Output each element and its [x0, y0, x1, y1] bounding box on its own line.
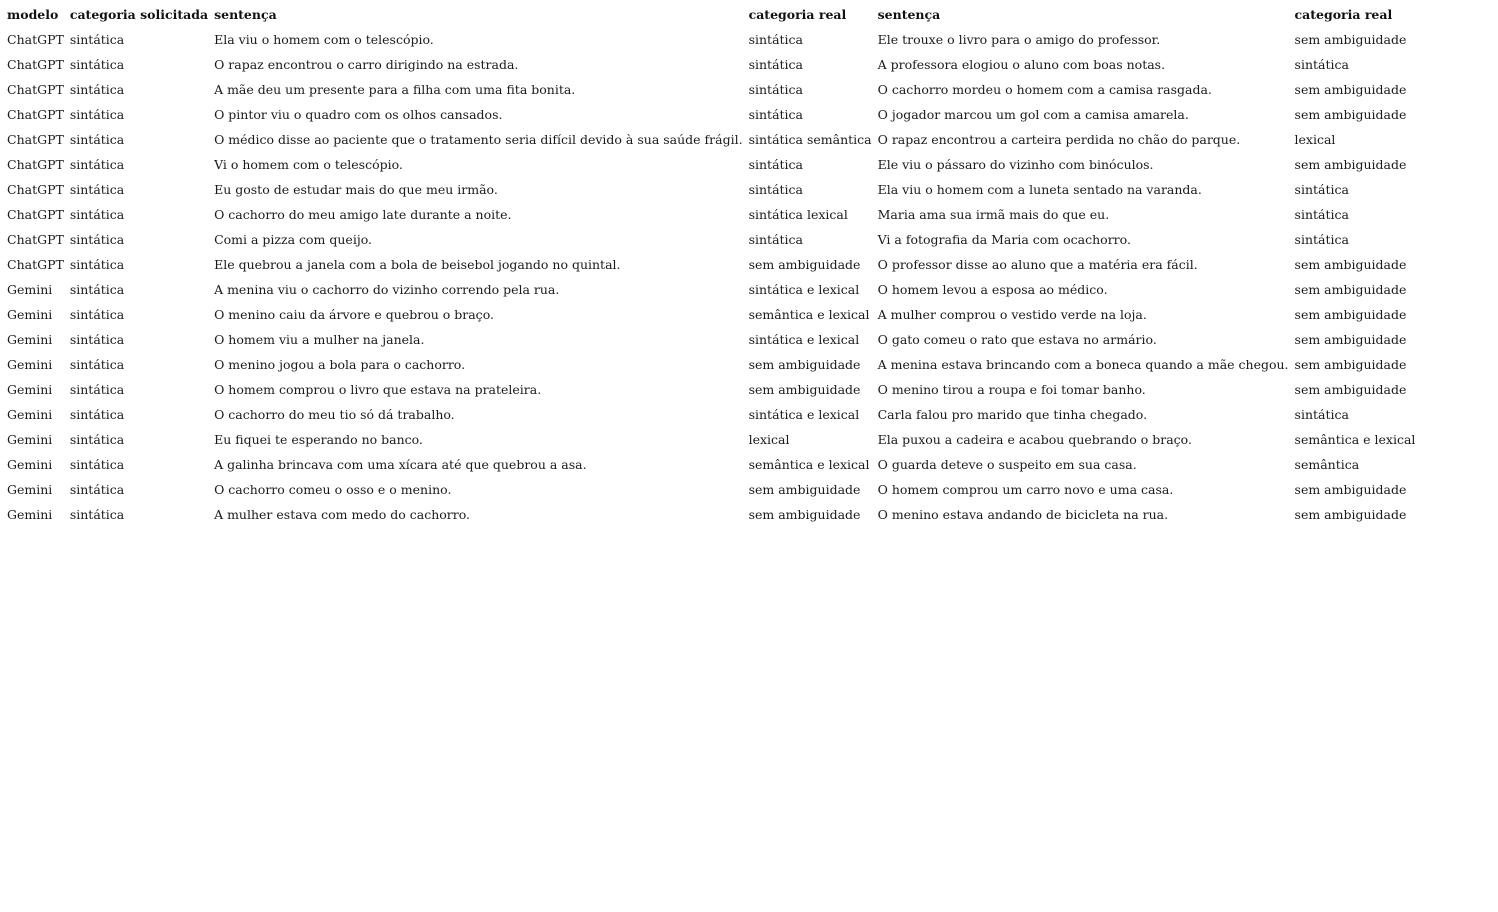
- cell-sentenca-2: O rapaz encontrou a carteira perdida no chão do parque.: [877, 132, 1241, 147]
- cell-sentenca-2: O cachorro mordeu o homem com a camisa rasgada.: [877, 82, 1212, 97]
- cell-categoria-solicitada: sintática: [69, 407, 125, 422]
- cell-modelo: ChatGPT: [7, 257, 64, 272]
- header-categoria-solicitada: categoria solicitada: [69, 7, 209, 22]
- cell-sentenca-1: O rapaz encontrou o carro dirigindo na estrada.: [214, 57, 519, 72]
- cell-sentenca-2: O menino tirou a roupa e foi tomar banho.: [877, 382, 1146, 397]
- cell-sentenca-2: O professor disse ao aluno que a matéria era fácil.: [877, 257, 1198, 272]
- cell-categoria-real-1: sintática: [748, 32, 803, 47]
- cell-modelo: Gemini: [7, 307, 53, 322]
- header-sentenca-2: sentença: [877, 7, 941, 22]
- header-row: [4, 5, 1418, 30]
- cell-categoria-real-2: sem ambiguidade: [1294, 382, 1407, 397]
- header-sentenca-1: sentença: [214, 7, 277, 22]
- table-row: [4, 455, 1418, 480]
- cell-categoria-solicitada: sintática: [69, 307, 125, 322]
- cell-categoria-real-2: sintática: [1294, 232, 1349, 247]
- table-row: [4, 305, 1418, 330]
- cell-modelo: Gemini: [7, 382, 53, 397]
- cell-modelo: ChatGPT: [7, 157, 64, 172]
- cell-sentenca-2: O guarda deteve o suspeito em sua casa.: [877, 457, 1137, 472]
- cell-categoria-real-1: sintática: [748, 157, 803, 172]
- cell-categoria-solicitada: sintática: [69, 32, 125, 47]
- cell-categoria-real-2: sem ambiguidade: [1294, 32, 1407, 47]
- cell-categoria-real-1: lexical: [748, 432, 790, 447]
- cell-modelo: Gemini: [7, 282, 53, 297]
- table-row: [4, 480, 1418, 505]
- cell-categoria-real-1: sem ambiguidade: [748, 507, 861, 522]
- cell-sentenca-2: O menino estava andando de bicicleta na rua.: [877, 507, 1169, 522]
- table-row: [4, 255, 1418, 280]
- cell-categoria-solicitada: sintática: [69, 432, 125, 447]
- cell-sentenca-1: Ela viu o homem com o telescópio.: [214, 32, 434, 47]
- table-row: [4, 80, 1418, 105]
- cell-categoria-solicitada: sintática: [69, 232, 125, 247]
- cell-categoria-solicitada: sintática: [69, 357, 125, 372]
- cell-categoria-real-1: sintática: [748, 107, 803, 122]
- cell-categoria-real-2: sem ambiguidade: [1294, 82, 1407, 97]
- table-row: [4, 330, 1418, 355]
- cell-sentenca-1: Ele quebrou a janela com a bola de beisebol jogando no quintal.: [214, 257, 621, 272]
- cell-sentenca-2: Vi a fotografia da Maria com ocachorro.: [877, 232, 1131, 247]
- cell-categoria-real-1: sintática e lexical: [748, 332, 860, 347]
- cell-sentenca-1: O cachorro do meu amigo late durante a noite.: [214, 207, 512, 222]
- table-row: [4, 205, 1418, 230]
- table-body: [4, 30, 1418, 530]
- cell-categoria-real-2: sem ambiguidade: [1294, 282, 1407, 297]
- cell-categoria-solicitada: sintática: [69, 382, 125, 397]
- cell-categoria-real-1: semântica e lexical: [748, 457, 870, 472]
- table-row: [4, 180, 1418, 205]
- cell-categoria-real-2: sem ambiguidade: [1294, 332, 1407, 347]
- table-row: [4, 105, 1418, 130]
- cell-categoria-real-2: semântica: [1294, 457, 1360, 472]
- cell-categoria-solicitada: sintática: [69, 132, 125, 147]
- cell-modelo: Gemini: [7, 332, 53, 347]
- cell-categoria-solicitada: sintática: [69, 157, 125, 172]
- cell-categoria-real-2: semântica e lexical: [1294, 432, 1416, 447]
- header-categoria-real-2: categoria real: [1294, 7, 1393, 22]
- cell-sentenca-2: Ele trouxe o livro para o amigo do professor.: [877, 32, 1161, 47]
- cell-sentenca-2: Maria ama sua irmã mais do que eu.: [877, 207, 1110, 222]
- cell-categoria-real-2: sem ambiguidade: [1294, 357, 1407, 372]
- cell-categoria-real-1: sem ambiguidade: [748, 482, 861, 497]
- cell-sentenca-1: A menina viu o cachorro do vizinho correndo pela rua.: [214, 282, 560, 297]
- cell-sentenca-1: O homem viu a mulher na janela.: [214, 332, 425, 347]
- cell-modelo: ChatGPT: [7, 57, 64, 72]
- cell-sentenca-2: Carla falou pro marido que tinha chegado.: [877, 407, 1148, 422]
- cell-categoria-real-1: sintática: [748, 232, 803, 247]
- cell-modelo: ChatGPT: [7, 182, 64, 197]
- cell-categoria-solicitada: sintática: [69, 457, 125, 472]
- cell-categoria-solicitada: sintática: [69, 207, 125, 222]
- cell-sentenca-2: A menina estava brincando com a boneca quando a mãe chegou.: [877, 357, 1289, 372]
- cell-categoria-real-2: lexical: [1294, 132, 1336, 147]
- cell-modelo: ChatGPT: [7, 107, 64, 122]
- cell-categoria-real-1: sem ambiguidade: [748, 357, 861, 372]
- cell-categoria-real-1: sintática lexical: [748, 207, 848, 222]
- cell-sentenca-2: Ela puxou a cadeira e acabou quebrando o braço.: [877, 432, 1192, 447]
- table-row: [4, 55, 1418, 80]
- table-row: [4, 505, 1418, 530]
- cell-sentenca-1: Comi a pizza com queijo.: [214, 232, 372, 247]
- cell-modelo: Gemini: [7, 407, 53, 422]
- cell-categoria-real-1: sem ambiguidade: [748, 382, 861, 397]
- cell-categoria-real-2: sintática: [1294, 182, 1349, 197]
- table-row: [4, 30, 1418, 55]
- cell-categoria-real-2: sem ambiguidade: [1294, 307, 1407, 322]
- cell-modelo: Gemini: [7, 482, 53, 497]
- cell-sentenca-2: A mulher comprou o vestido verde na loja.: [877, 307, 1147, 322]
- cell-categoria-real-2: sintática: [1294, 57, 1349, 72]
- table-row: [4, 130, 1418, 155]
- cell-sentenca-2: O jogador marcou um gol com a camisa amarela.: [877, 107, 1189, 122]
- cell-categoria-solicitada: sintática: [69, 107, 125, 122]
- cell-modelo: ChatGPT: [7, 32, 64, 47]
- cell-categoria-real-1: sem ambiguidade: [748, 257, 861, 272]
- cell-sentenca-2: O homem levou a esposa ao médico.: [877, 282, 1108, 297]
- cell-modelo: Gemini: [7, 457, 53, 472]
- cell-modelo: ChatGPT: [7, 232, 64, 247]
- cell-modelo: Gemini: [7, 432, 53, 447]
- table-row: [4, 355, 1418, 380]
- cell-categoria-solicitada: sintática: [69, 257, 125, 272]
- cell-sentenca-1: Eu fiquei te esperando no banco.: [214, 432, 423, 447]
- cell-categoria-real-2: sem ambiguidade: [1294, 482, 1407, 497]
- header-modelo: modelo: [7, 7, 59, 22]
- cell-sentenca-1: A mulher estava com medo do cachorro.: [214, 507, 471, 522]
- cell-categoria-real-2: sintática: [1294, 407, 1349, 422]
- cell-sentenca-2: O gato comeu o rato que estava no armário.: [877, 332, 1157, 347]
- cell-categoria-real-2: sem ambiguidade: [1294, 257, 1407, 272]
- cell-categoria-real-2: sintática: [1294, 207, 1349, 222]
- cell-categoria-real-2: sem ambiguidade: [1294, 107, 1407, 122]
- cell-sentenca-2: O homem comprou um carro novo e uma casa.: [877, 482, 1174, 497]
- cell-sentenca-2: A professora elogiou o aluno com boas notas.: [877, 57, 1166, 72]
- table-row: [4, 405, 1418, 430]
- table-header: [4, 5, 1418, 30]
- cell-sentenca-1: O menino caiu da árvore e quebrou o braço.: [214, 307, 494, 322]
- cell-categoria-real-1: sintática: [748, 57, 803, 72]
- table-row: [4, 155, 1418, 180]
- cell-categoria-real-1: sintática e lexical: [748, 282, 860, 297]
- cell-sentenca-2: Ele viu o pássaro do vizinho com binóculos.: [877, 157, 1154, 172]
- cell-modelo: Gemini: [7, 507, 53, 522]
- table-row: [4, 280, 1418, 305]
- cell-categoria-solicitada: sintática: [69, 482, 125, 497]
- cell-categoria-solicitada: sintática: [69, 182, 125, 197]
- cell-sentenca-1: O cachorro do meu tio só dá trabalho.: [214, 407, 455, 422]
- cell-sentenca-1: O homem comprou o livro que estava na prateleira.: [214, 382, 542, 397]
- cell-categoria-real-1: sintática e lexical: [748, 407, 860, 422]
- cell-sentenca-1: O pintor viu o quadro com os olhos cansados.: [214, 107, 503, 122]
- cell-sentenca-1: Vi o homem com o telescópio.: [214, 157, 403, 172]
- cell-categoria-solicitada: sintática: [69, 282, 125, 297]
- cell-categoria-solicitada: sintática: [69, 332, 125, 347]
- cell-categoria-solicitada: sintática: [69, 82, 125, 97]
- cell-modelo: ChatGPT: [7, 207, 64, 222]
- cell-modelo: Gemini: [7, 357, 53, 372]
- cell-sentenca-1: A mãe deu um presente para a filha com uma fita bonita.: [214, 82, 576, 97]
- cell-categoria-real-1: sintática: [748, 182, 803, 197]
- cell-sentenca-1: Eu gosto de estudar mais do que meu irmão.: [214, 182, 498, 197]
- table-row: [4, 430, 1418, 455]
- cell-modelo: ChatGPT: [7, 132, 64, 147]
- cell-categoria-real-1: sintática: [748, 82, 803, 97]
- table-row: [4, 230, 1418, 255]
- table-row: [4, 380, 1418, 405]
- cell-categoria-real-1: sintática semântica: [748, 132, 872, 147]
- cell-sentenca-1: O cachorro comeu o osso e o menino.: [214, 482, 452, 497]
- cell-categoria-real-2: sem ambiguidade: [1294, 157, 1407, 172]
- cell-sentenca-1: O médico disse ao paciente que o tratamento seria difícil devido à sua saúde frágil.: [214, 132, 743, 147]
- cell-categoria-solicitada: sintática: [69, 57, 125, 72]
- cell-categoria-solicitada: sintática: [69, 507, 125, 522]
- ambiguity-table: [4, 5, 1418, 530]
- cell-categoria-real-2: sem ambiguidade: [1294, 507, 1407, 522]
- cell-sentenca-1: A galinha brincava com uma xícara até que quebrou a asa.: [214, 457, 587, 472]
- cell-sentenca-1: O menino jogou a bola para o cachorro.: [214, 357, 466, 372]
- cell-sentenca-2: Ela viu o homem com a luneta sentado na varanda.: [877, 182, 1202, 197]
- header-categoria-real-1: categoria real: [748, 7, 847, 22]
- cell-categoria-real-1: semântica e lexical: [748, 307, 870, 322]
- cell-modelo: ChatGPT: [7, 82, 64, 97]
